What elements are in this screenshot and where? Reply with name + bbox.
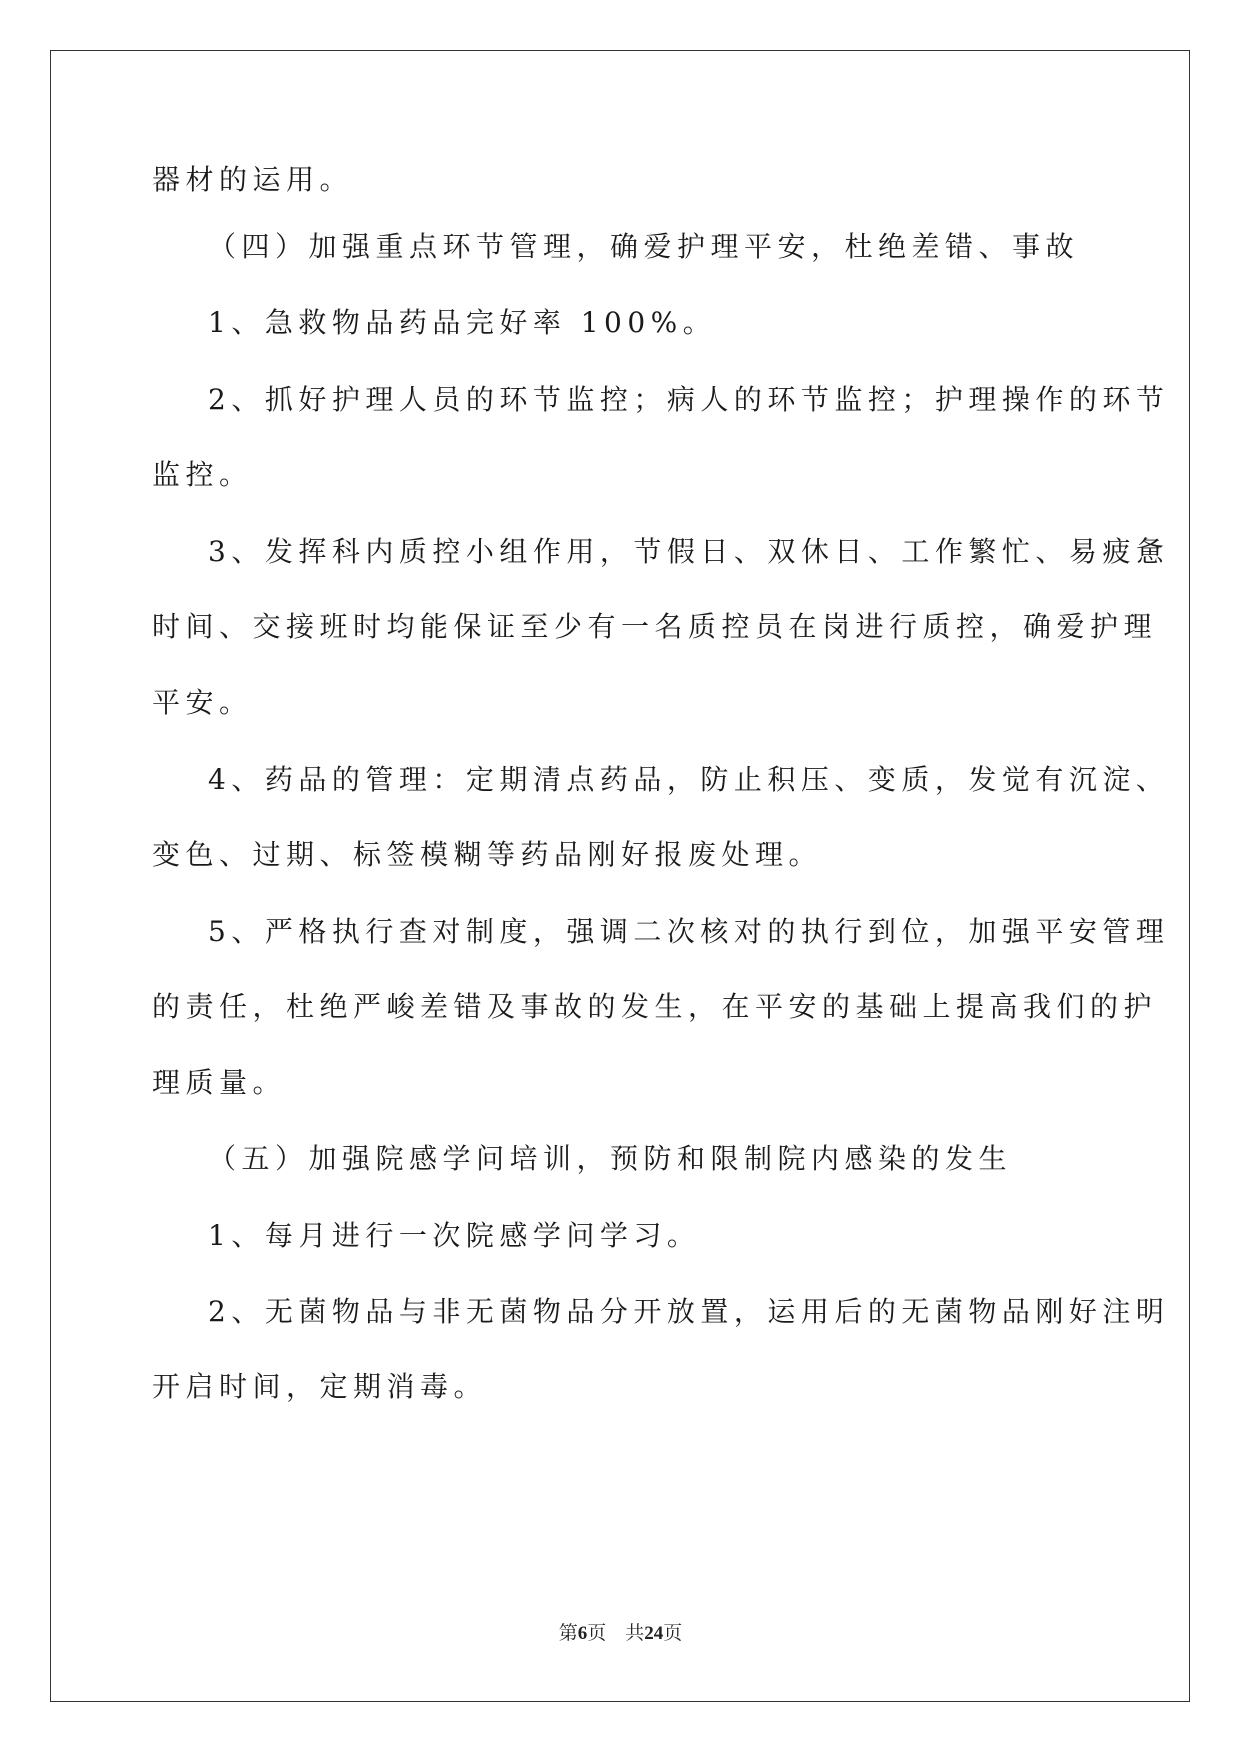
text-line: 时间、交接班时均能保证至少有一名质控员在岗进行质控，确爱护理 <box>152 610 1158 643</box>
page-number: 6 <box>577 1623 588 1644</box>
section-heading: （四）加强重点环节管理，确爱护理平安，杜绝差错、事故 <box>208 230 1080 263</box>
page-prefix: 第 <box>558 1623 578 1644</box>
text-line: 开启时间，定期消毒。 <box>152 1370 488 1403</box>
list-item: 4、药品的管理：定期清点药品，防止积压、变质，发觉有沉淀、 <box>208 763 1170 796</box>
list-item: 1、急救物品药品完好率 100%。 <box>208 306 717 339</box>
list-item: 2、抓好护理人员的环节监控；病人的环节监控；护理操作的环节 <box>208 383 1170 416</box>
list-item: 1、每月进行一次院感学问学习。 <box>208 1219 701 1252</box>
section-heading: （五）加强院感学问培训，预防和限制院内感染的发生 <box>208 1142 1013 1175</box>
text-line: 理质量。 <box>152 1066 287 1099</box>
list-item: 2、无菌物品与非无菌物品分开放置，运用后的无菌物品刚好注明 <box>208 1295 1170 1328</box>
text-line: 平安。 <box>152 686 253 719</box>
total-suffix: 页 <box>663 1623 683 1644</box>
total-pages: 24 <box>644 1623 664 1644</box>
total-prefix: 共 <box>625 1623 645 1644</box>
text-line: 的责任，杜绝严峻差错及事故的发生，在平安的基础上提高我们的护 <box>152 990 1158 1023</box>
page-suffix: 页 <box>587 1623 607 1644</box>
text-line: 变色、过期、标签模糊等药品刚好报废处理。 <box>152 838 823 871</box>
list-item: 5、严格执行查对制度，强调二次核对的执行到位，加强平安管理 <box>208 915 1170 948</box>
page-footer <box>0 1618 1241 1645</box>
text-line: 器材的运用。 <box>152 163 354 196</box>
page-border <box>50 50 1190 1702</box>
text-line: 监控。 <box>152 458 253 491</box>
list-item: 3、发挥科内质控小组作用，节假日、双休日、工作繁忙、易疲惫 <box>208 535 1170 568</box>
